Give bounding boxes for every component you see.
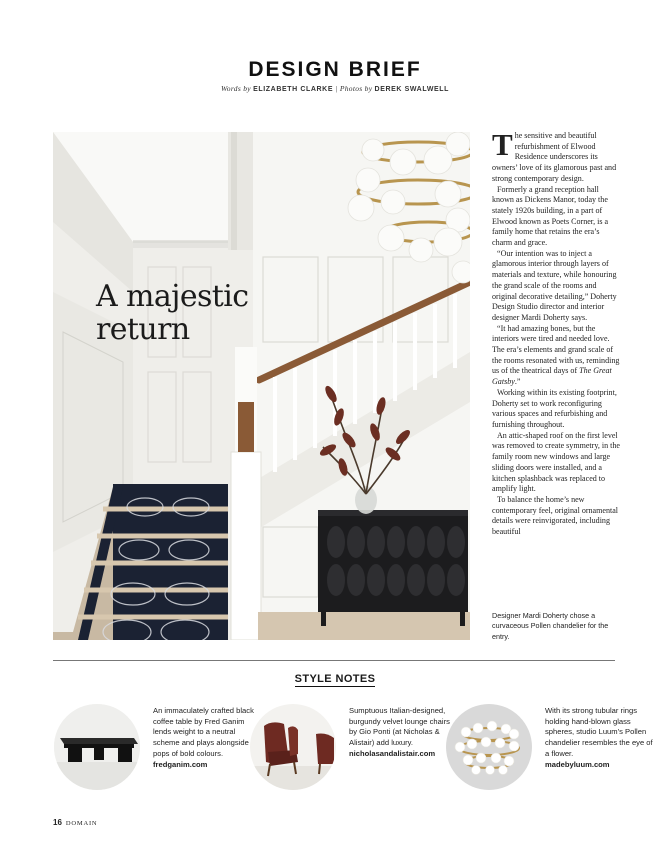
style-note-2 xyxy=(349,706,459,760)
article-paragraph-text: he sensitive and beautiful refurbishment of Elwood Residence underscores its owners’ love of its glamorous past and strong contemporary design. xyxy=(492,131,617,183)
section-title: DESIGN BRIEF xyxy=(248,58,422,81)
style-note-link[interactable]: nicholasandalistair.com xyxy=(349,748,436,758)
style-notes-title: STYLE NOTES xyxy=(294,673,376,685)
article-paragraph-text: “It had amazing bones, but the interiors were tired and needed love. The era’s elements and grand scale of the rooms resonated with us, reminding us of the theatrical days of xyxy=(492,323,620,376)
headline-line-2: return xyxy=(96,312,190,347)
style-note-text: With its strong tubular rings holding hand-blown glass spheres, studio Luum’s Pollen chandelier resembles the eye of a flower. xyxy=(545,706,653,758)
style-note-link[interactable]: fredganim.com xyxy=(153,759,208,769)
style-note-text: An immaculately crafted black coffee table by Fred Ganim lends weight to a neutral scheme and plays alongside pops of bold colours. xyxy=(153,706,254,758)
hero-photo-staircase xyxy=(53,132,470,640)
magazine-name: DOMAIN xyxy=(65,820,98,827)
photographer-name: DEREK SWALWELL xyxy=(374,86,450,93)
byline xyxy=(0,84,670,93)
article-paragraph: To balance the home’s new contemporary feel, original ornamental details were reinvigorated, including beautiful xyxy=(492,494,619,537)
article-paragraph xyxy=(492,127,620,185)
style-note-text: Sumptuous Italian-designed, burgundy velvet lounge chairs by Gio Ponti (at Nicholas & Alistair) add luxury. xyxy=(349,706,450,748)
article-paragraph: An attic-shaped roof on the first level was removed to create symmetry, in the family room new windows and large sliding doors were installed, and a kitchen splashback was replaced to amplify light. xyxy=(492,430,620,494)
article-body xyxy=(492,127,620,538)
article-paragraph: Working within its existing footprint, Doherty set to work reconfiguring various spaces and refurbishing and furnishing throughout. xyxy=(492,387,617,429)
writer-name: ELIZABETH CLARKE xyxy=(253,86,334,93)
article-paragraph: “Our intention was to inject a glamorous interior through layers of materials and texture, while honouring the grand scale of the rooms and original decorative detailing,” Doherty Design Studio director and interior designer Mardi Doherty says. xyxy=(492,248,617,322)
style-note-link[interactable]: madebyluum.com xyxy=(545,759,610,769)
lounge-chair-icon xyxy=(250,704,336,790)
chandelier-image xyxy=(446,704,532,790)
page-folio xyxy=(53,818,97,827)
book-title: The Great Gatsby xyxy=(492,366,612,387)
lounge-chair-image xyxy=(250,704,336,790)
drop-cap: T xyxy=(492,127,513,162)
photo-caption: Designer Mardi Doherty chose a curvaceous Pollen chandelier for the entry. xyxy=(492,611,609,641)
headline-line-1: A majestic xyxy=(96,279,249,314)
photos-by-label: Photos by xyxy=(339,84,373,93)
headline xyxy=(96,280,248,346)
article-paragraph xyxy=(492,324,620,388)
coffee-table-image xyxy=(54,704,140,790)
section-divider xyxy=(53,660,615,661)
staircase-illustration xyxy=(53,132,470,640)
words-by-label: Words by xyxy=(220,84,251,93)
article-paragraph: Formerly a grand reception hall known as Dickens Manor, today the stately 1920s building, in a part of Elwood known as Poets Corner, is a family home that retains the era’s charm and grace. xyxy=(492,184,609,248)
byline-separator: | xyxy=(335,84,338,93)
coffee-table-icon xyxy=(54,704,140,790)
page-number: 16 xyxy=(53,818,62,827)
style-note-1 xyxy=(153,706,263,770)
style-notes-heading xyxy=(0,669,670,687)
page-header xyxy=(0,58,670,93)
article-paragraph-text: .” xyxy=(514,377,521,387)
style-note-3 xyxy=(545,706,655,770)
chandelier-icon xyxy=(446,704,532,790)
